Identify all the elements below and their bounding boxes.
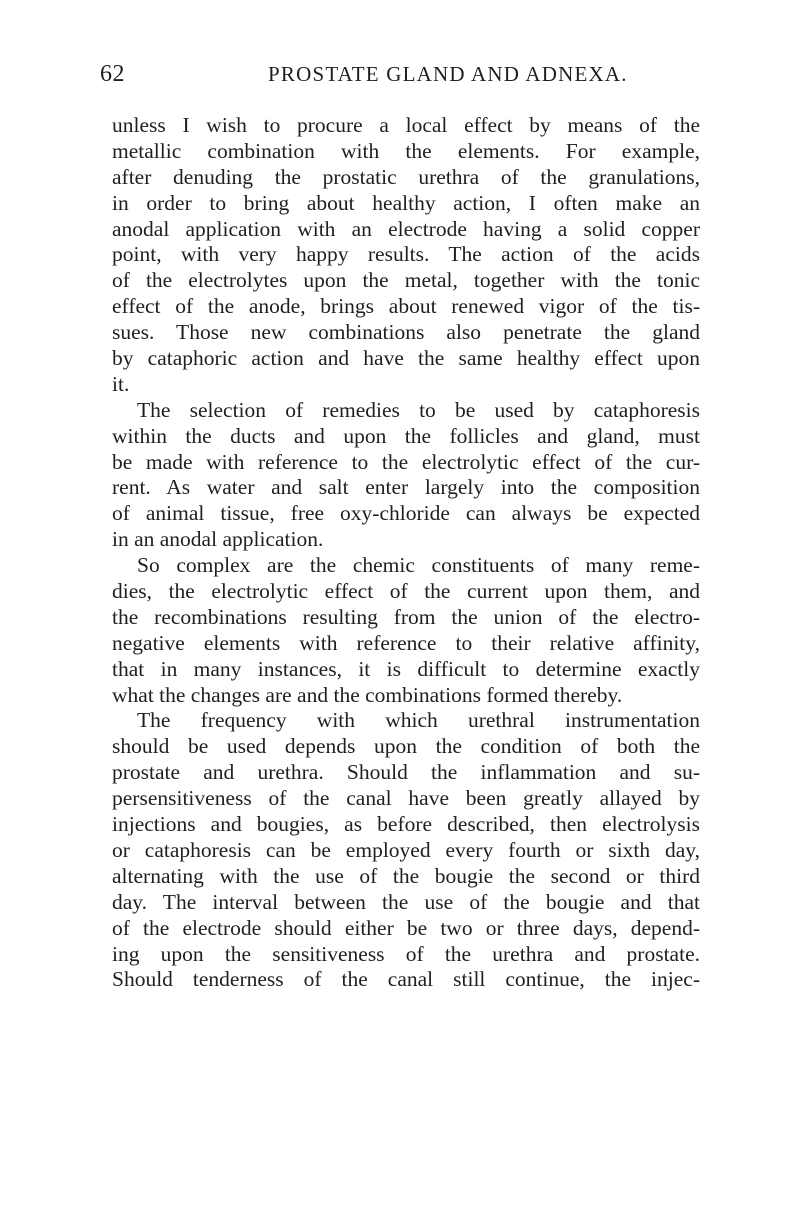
text-line: by cataphoric action and have the same healthy effect upon: [112, 346, 700, 371]
text-line: rent. As water and salt enter largely into the composition: [112, 475, 700, 500]
text-line: in order to bring about healthy action, I often make an: [112, 190, 700, 215]
text-line: negative elements with reference to their relative affinity,: [112, 630, 700, 655]
text-line: persensitiveness of the canal have been greatly allayed by: [112, 786, 700, 811]
running-head: [0, 60, 800, 90]
text-line: So complex are the chemic constituents of many reme-: [137, 553, 700, 578]
text-line: what the changes are and the combinations formed thereby.: [112, 682, 623, 707]
text-line: the recombinations resulting from the union of the electro-: [112, 604, 700, 629]
text-line: ing upon the sensitiveness of the urethra and prostate.: [112, 941, 700, 966]
text-line: or cataphoresis can be employed every fourth or sixth day,: [112, 837, 700, 862]
text-line: in an anodal application.: [112, 527, 324, 552]
text-line: of animal tissue, free oxy-chloride can always be expected: [112, 501, 700, 526]
text-line: alternating with the use of the bougie the second or third: [112, 863, 700, 888]
text-line: sues. Those new combinations also penetrate the gland: [112, 320, 700, 345]
text-line: be made with reference to the electrolytic effect of the cur-: [112, 449, 700, 474]
text-line: of the electrode should either be two or three days, depend-: [112, 915, 700, 940]
text-line: of the electrolytes upon the metal, together with the tonic: [112, 268, 700, 293]
text-line: effect of the anode, brings about renewed vigor of the tis-: [112, 294, 700, 319]
text-line: The frequency with which urethral instrumentation: [137, 708, 700, 733]
text-line: that in many instances, it is difficult to determine exactly: [112, 656, 700, 681]
text-line: The selection of remedies to be used by cataphoresis: [137, 397, 700, 422]
text-line: unless I wish to procure a local effect by means of the: [112, 113, 700, 137]
text-line: Should tenderness of the canal still continue, the injec-: [112, 967, 700, 992]
page-number: 62: [100, 61, 125, 87]
text-line: metallic combination with the elements. For example,: [112, 138, 700, 163]
text-line: dies, the electrolytic effect of the current upon them, and: [112, 579, 700, 604]
text-line: within the ducts and upon the follicles and gland, must: [112, 423, 700, 448]
text-line: injections and bougies, as before described, then electrolysis: [112, 812, 700, 837]
text-line: should be used depends upon the condition of both the: [112, 734, 700, 759]
text-line: anodal application with an electrode having a solid copper: [112, 216, 700, 241]
text-line: point, with very happy results. The action of the acids: [112, 242, 700, 267]
running-head-title: PROSTATE GLAND AND ADNEXA.: [268, 62, 628, 86]
text-line: day. The interval between the use of the bougie and that: [112, 889, 700, 914]
text-line: after denuding the prostatic urethra of the granulations,: [112, 164, 700, 189]
body-text: [112, 113, 700, 993]
text-line: it.: [112, 371, 130, 396]
text-line: prostate and urethra. Should the inflammation and su-: [112, 760, 700, 785]
